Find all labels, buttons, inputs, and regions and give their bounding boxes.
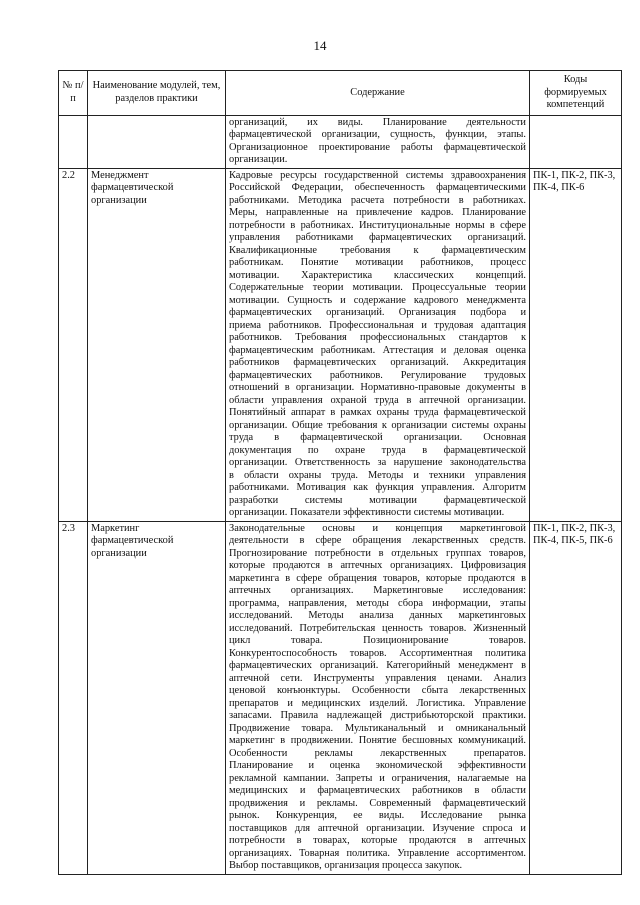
- row-codes: [530, 115, 622, 168]
- row-codes: ПК-1, ПК-2, ПК-3, ПК-4, ПК-6: [530, 168, 622, 521]
- content-line: организаций, их виды. Планирование деятельности: [229, 116, 526, 128]
- content-line: Прогнозирование потребности в отдельных группах товаров,: [229, 547, 526, 559]
- header-codes: Коды формируемых компетенций: [530, 71, 622, 116]
- content-line: Конкурентоспособность товаров. Ассортиментная политика: [229, 647, 526, 659]
- content-line: организациях. Товарная политика. Управление ассортиментом.: [229, 847, 526, 859]
- row-num: 2.2: [59, 168, 88, 521]
- content-line: отношений в организации. Нормативно-правовые документы в: [229, 382, 526, 393]
- content-line: Организационное проектирование работы фармацевтической: [229, 141, 526, 153]
- content-line: Квалификационные требования к фармацевтическим: [229, 244, 526, 256]
- content-line: Российской Федерации, обеспеченность фармацевтическими: [229, 182, 526, 193]
- row-name: Маркетинг фармацевтической организации: [88, 521, 226, 874]
- content-line: фармацевтических работников. Регулирование трудовых: [229, 369, 526, 381]
- content-line: Кадровые ресурсы государственной системы здравоохранения: [229, 169, 526, 181]
- content-line: Содержательные теории мотивации. Процессуальные теории: [229, 282, 526, 293]
- page-number: 14: [313, 38, 327, 53]
- content-line: программа, направления, методы сбора информации, этапы: [229, 597, 526, 609]
- table-row: [59, 521, 622, 874]
- content-line: цикл товара. Позиционирование товаров.: [229, 635, 526, 646]
- content-line: которые продаются в аптечных организациях. Цифровизация: [229, 560, 526, 571]
- row-num: [59, 115, 88, 168]
- row-name: [88, 115, 226, 168]
- content-line: поставщиков для аптечной организации. Изучение спроса и: [229, 822, 526, 834]
- content-line: труда в фармацевтической организации. Основная: [229, 432, 526, 443]
- content-line: работников фармацевтических организаций. Аккредитация: [229, 357, 526, 368]
- content-line: разработки системы мотивации фармацевтической: [229, 494, 526, 506]
- content-line: ценовой конъюнктуры. Особенности сбыта лекарственных: [229, 685, 526, 696]
- content-line: мотивации. Сущность и содержание кадрового менеджмента: [229, 294, 526, 306]
- content-line: фармацевтической организации, сущность, функции, этапы.: [229, 129, 526, 140]
- table-row: [59, 168, 622, 521]
- header-name: Наименование модулей, тем, разделов практики: [88, 71, 226, 116]
- content-line: Планирование и оценка экономической эффективности: [229, 760, 526, 771]
- content-line: организации. Показатели эффективности системы мотивации.: [229, 507, 505, 518]
- content-line: рынок. Конкуренция, ее виды. Исследование рынка: [229, 810, 526, 821]
- content-line: организации. Общие требования к организации системы охраны: [229, 419, 526, 431]
- content-line: потребности в товарах, которые продаются в аптечных: [229, 835, 526, 846]
- content-line: рекламной кампании. Запреты и ограничения, налагаемые на: [229, 772, 526, 784]
- content-line: документация по охране труда в фармацевтической: [229, 444, 526, 456]
- content-line: работниками. Мотивация как функция управления. Алгоритм: [229, 482, 526, 493]
- content-line: исследований. Потребительская ценность товаров. Жизненный: [229, 622, 526, 634]
- practice-modules-table: [58, 70, 622, 875]
- content-line: фармацевтических организаций. Категорийный менеджмент в: [229, 660, 526, 671]
- content-line: управления работниками фармацевтических организаций.: [229, 232, 526, 243]
- content-line: маркетинга в сфере обращения товаров, которые продаются в: [229, 572, 526, 584]
- content-line: запасами. Правила надлежащей дистрибьюторской практики.: [229, 710, 526, 721]
- table-row: [59, 115, 622, 168]
- table-header-row: [59, 71, 622, 116]
- content-line: области управления охраной труда в аптечной организации.: [229, 394, 526, 406]
- content-line: аптечной сети. Инструменты управления ценами. Анализ: [229, 672, 526, 684]
- content-line: Меры, направленные на привлечение кадров. Планирование: [229, 207, 526, 218]
- content-line: аптечных организациях. Маркетинговые исследования:: [229, 585, 526, 596]
- content-line: Продвижение товара. Мультиканальный и омниканальный: [229, 722, 526, 734]
- content-line: фармацевтическим работникам. Аттестация и деловая оценка: [229, 344, 526, 356]
- content-line: работниками. Методика расчета потребности в работниках.: [229, 194, 526, 206]
- row-content: [226, 168, 530, 521]
- content-line: препаратов и медицинских изделий. Логистика. Управление: [229, 697, 526, 709]
- row-content: [226, 115, 530, 168]
- content-line: Понятийный аппарат в рамках охраны труда фармацевтической: [229, 407, 526, 418]
- row-name: Менеджмент фармацевтической организации: [88, 168, 226, 521]
- content-line: исследований. Методы анализа данных маркетинговых: [229, 610, 526, 621]
- content-line: Законодательные основы и концепция маркетинговой: [229, 522, 526, 534]
- content-line: Особенности рекламы лекарственных препаратов.: [229, 747, 526, 759]
- content-line: Выбор поставщиков, организация процесса закупок.: [229, 860, 463, 871]
- row-content: [226, 521, 530, 874]
- content-line: работникам. Понятие мотивации работников, процесс: [229, 257, 526, 268]
- content-line: продвижения и рекламы. Современный фармацевтический: [229, 797, 526, 809]
- content-line: потребности в работниках. Институциональные нормы в сфере: [229, 219, 526, 231]
- header-content: Содержание: [226, 71, 530, 116]
- content-line: фармацевтических организаций. Организация подбора и: [229, 307, 526, 318]
- content-line: маркетинг в продвижении. Понятие бесшовных коммуникаций.: [229, 735, 526, 746]
- content-line: мотивации. Характеристика классических концепций.: [229, 269, 526, 281]
- content-line: приема работников. Профессиональная и трудовая адаптация: [229, 319, 526, 331]
- content-line: деятельности в сфере обращения лекарственных средств.: [229, 535, 526, 546]
- content-line: работников. Требования профессиональных стандартов к: [229, 332, 526, 343]
- row-num: 2.3: [59, 521, 88, 874]
- header-num: № п/п: [59, 71, 88, 116]
- content-line: организации.: [229, 154, 288, 165]
- row-codes: ПК-1, ПК-2, ПК-3, ПК-4, ПК-5, ПК-6: [530, 521, 622, 874]
- content-line: организации. Ответственность за нарушение законодательства: [229, 457, 526, 468]
- content-line: в области охраны труда. Методы и техники управления: [229, 469, 526, 481]
- content-line: медицинских и фармацевтических работников в области: [229, 785, 526, 796]
